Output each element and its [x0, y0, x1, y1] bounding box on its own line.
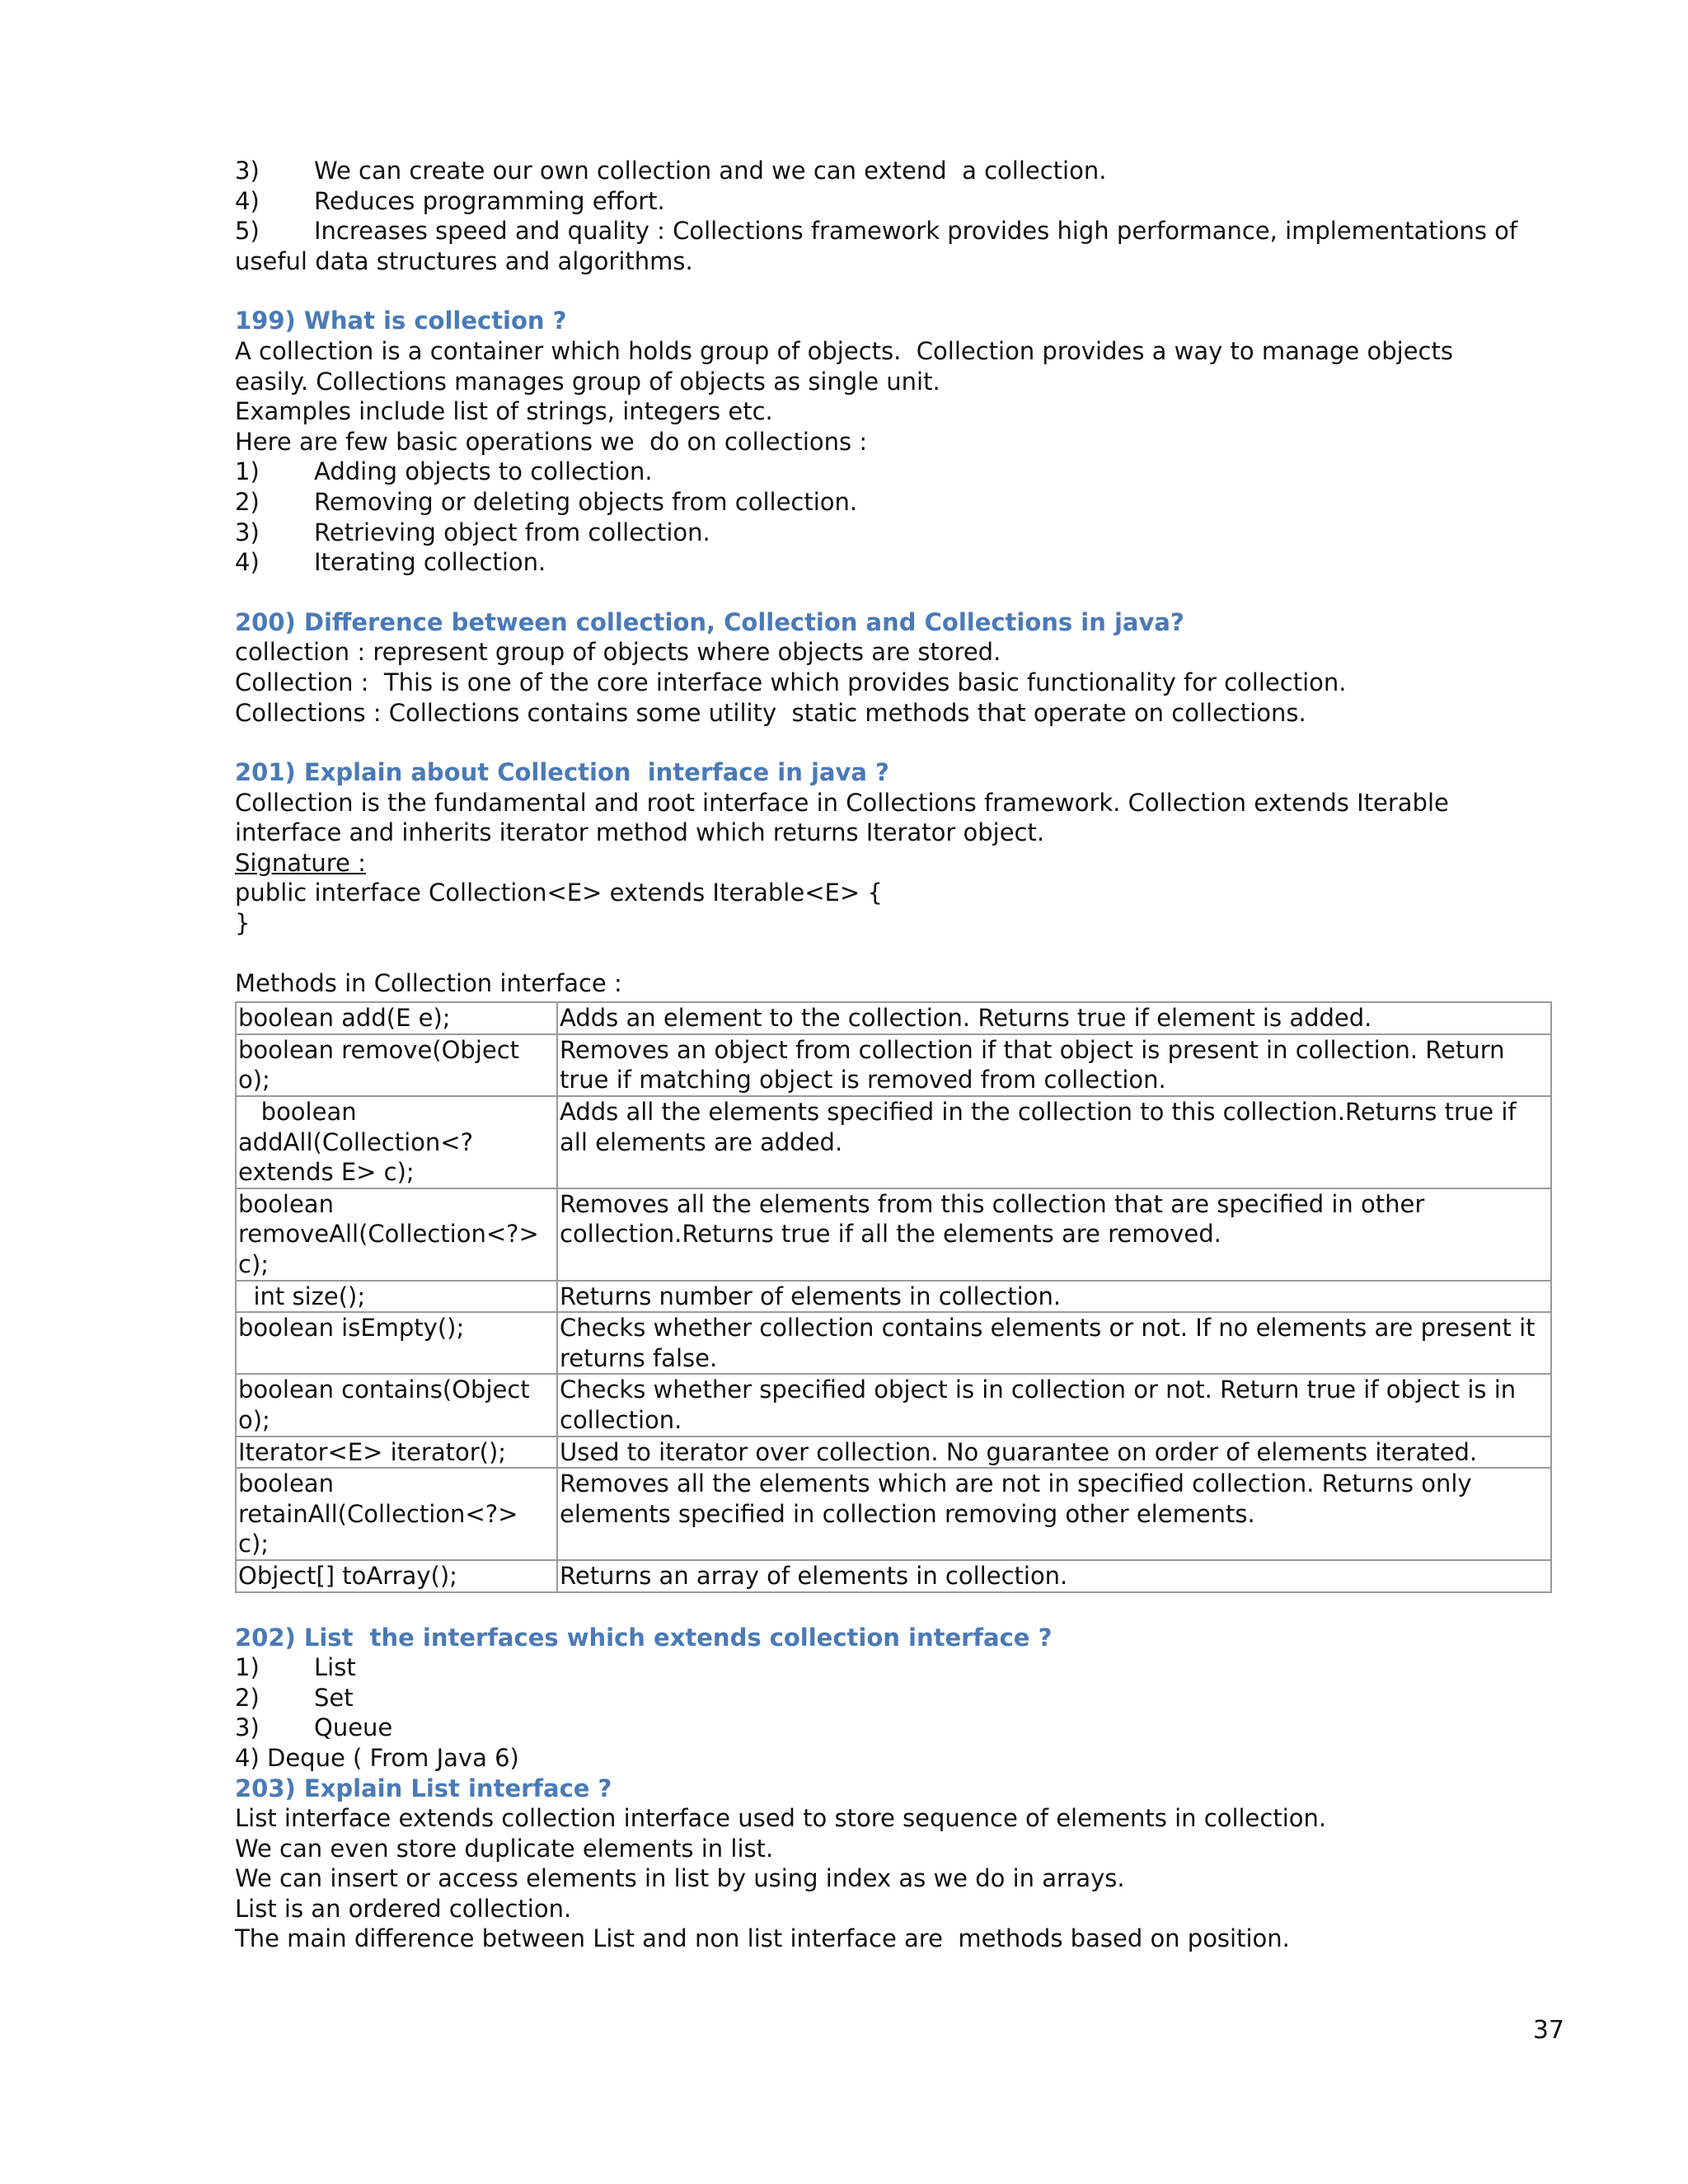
- method-description: Checks whether specified object is in collection or not. Return true if object is in collection.: [557, 1374, 1551, 1436]
- table-row: [236, 1436, 1551, 1469]
- table-row: [236, 1034, 1551, 1096]
- method-signature: boolean removeAll(Collection<?> c);: [236, 1188, 557, 1281]
- paragraph-line: Collections : Collections contains some utility static methods that operate on collections.: [235, 698, 1306, 727]
- question-heading-203: 203) Explain List interface ?: [235, 1774, 612, 1802]
- paragraph-line: List interface extends collection interface used to store sequence of elements in collection.: [235, 1804, 1327, 1833]
- method-description: Checks whether collection contains elements or not. If no elements are present it returns false.: [557, 1312, 1551, 1374]
- method-description: Removes all the elements from this collection that are specified in other collection.Returns true if all the elements are removed.: [557, 1188, 1551, 1281]
- paragraph-line: A collection is a container which holds group of objects. Collection provides a way to manage objects: [235, 336, 1453, 365]
- method-signature: int size();: [236, 1281, 557, 1313]
- page-number: 37: [1532, 2016, 1564, 2045]
- intro-list: [235, 156, 1562, 276]
- paragraph-line: collection : represent group of objects where objects are stored.: [235, 638, 1001, 667]
- method-signature: Object[] toArray();: [236, 1560, 557, 1592]
- table-row: [236, 1002, 1551, 1034]
- method-description: Returns number of elements in collection.: [557, 1281, 1551, 1313]
- list-item: 1) Adding objects to collection.: [235, 457, 653, 486]
- method-signature: boolean retainAll(Collection<?> c);: [236, 1468, 557, 1560]
- list-item-continuation: useful data structures and algorithms.: [235, 246, 693, 275]
- method-description: Removes an object from collection if that object is present in collection. Return true if matching object is removed from collection.: [557, 1034, 1551, 1096]
- list-item: 2) Set: [235, 1683, 354, 1712]
- method-signature: boolean add(E e);: [236, 1002, 557, 1034]
- table-row: [236, 1096, 1551, 1188]
- signature-label: Signature :: [235, 848, 366, 877]
- method-description: Returns an array of elements in collection.: [557, 1560, 1551, 1592]
- table-row: [236, 1188, 1551, 1281]
- paragraph-line: Here are few basic operations we do on collections :: [235, 427, 868, 456]
- paragraph-line: List is an ordered collection.: [235, 1894, 572, 1923]
- list-item: 3) Queue: [235, 1713, 393, 1742]
- method-signature: boolean addAll(Collection<? extends E> c);: [236, 1096, 557, 1188]
- question-heading-199: 199) What is collection ?: [235, 307, 567, 335]
- paragraph-line: Collection : This is one of the core interface which provides basic functionality for collection.: [235, 668, 1347, 696]
- method-description: Adds an element to the collection. Returns true if element is added.: [557, 1002, 1551, 1034]
- table-row: [236, 1560, 1551, 1592]
- list-item: 2) Removing or deleting objects from collection.: [235, 487, 858, 516]
- paragraph-line: Collection is the fundamental and root interface in Collections framework. Collection extends Iterable: [235, 788, 1449, 817]
- methods-label: Methods in Collection interface :: [235, 968, 622, 997]
- list-item: 3) Retrieving object from collection.: [235, 518, 710, 546]
- method-signature: Iterator<E> iterator();: [236, 1436, 557, 1469]
- document-page: [235, 156, 1562, 1954]
- table-row: [236, 1281, 1551, 1313]
- paragraph-line: Examples include list of strings, integers etc.: [235, 397, 773, 426]
- question-heading-201: 201) Explain about Collection interface in java ?: [235, 758, 889, 787]
- method-signature: boolean remove(Object o);: [236, 1034, 557, 1096]
- method-description: Adds all the elements specified in the collection to this collection.Returns true if all elements are added.: [557, 1096, 1551, 1188]
- list-item: 4) Deque ( From Java 6): [235, 1743, 519, 1772]
- list-item: 5) Increases speed and quality : Collections framework provides high performance, implementations of: [235, 217, 1518, 246]
- paragraph-line: We can even store duplicate elements in list.: [235, 1834, 774, 1863]
- list-item: 4) Reduces programming effort.: [235, 186, 665, 215]
- question-heading-202: 202) List the interfaces which extends collection interface ?: [235, 1623, 1053, 1652]
- list-item: 1) List: [235, 1653, 356, 1682]
- methods-table: [235, 1001, 1552, 1592]
- paragraph-line: easily. Collections manages group of objects as single unit.: [235, 367, 940, 396]
- code-line: public interface Collection<E> extends Iterable<E> {: [235, 879, 883, 907]
- table-row: [236, 1312, 1551, 1374]
- method-signature: boolean isEmpty();: [236, 1312, 557, 1374]
- method-signature: boolean contains(Object o);: [236, 1374, 557, 1436]
- list-item: 4) Iterating collection.: [235, 548, 546, 577]
- code-line: }: [235, 909, 251, 938]
- table-row: [236, 1374, 1551, 1436]
- paragraph-line: interface and inherits iterator method which returns Iterator object.: [235, 818, 1045, 847]
- list-item: 3) We can create our own collection and we can extend a collection.: [235, 157, 1107, 185]
- question-heading-200: 200) Difference between collection, Collection and Collections in java?: [235, 607, 1184, 636]
- method-description: Removes all the elements which are not in specified collection. Returns only elements specified in collection removing other elements.: [557, 1468, 1551, 1560]
- paragraph-line: The main difference between List and non list interface are methods based on position.: [235, 1924, 1290, 1953]
- paragraph-line: We can insert or access elements in list by using index as we do in arrays.: [235, 1864, 1125, 1893]
- method-description: Used to iterator over collection. No guarantee on order of elements iterated.: [557, 1436, 1551, 1469]
- table-row: [236, 1468, 1551, 1560]
